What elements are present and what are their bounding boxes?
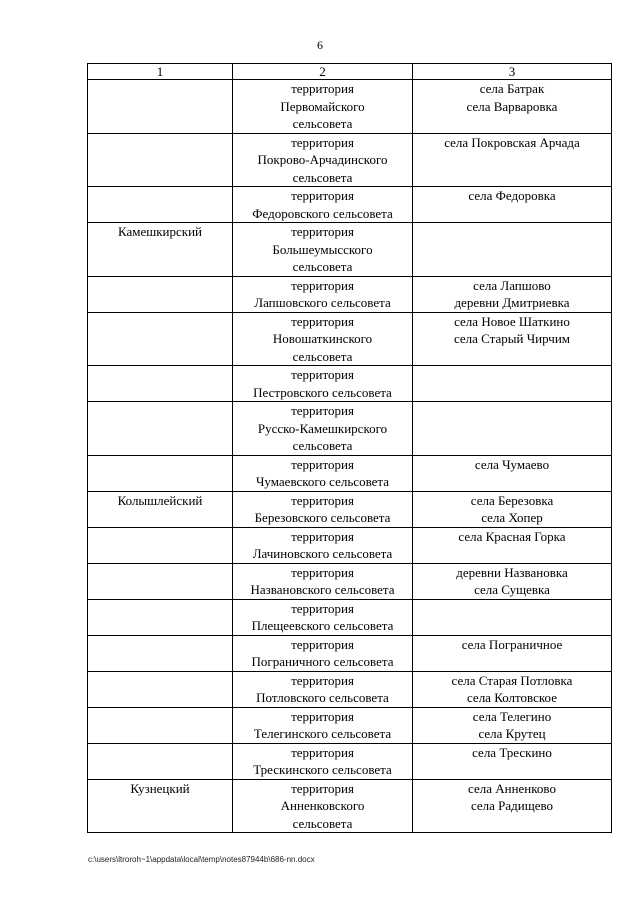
territory-line: Трескинского сельсовета [253, 762, 392, 777]
page-number: 6 [317, 38, 323, 52]
settlements-cell [413, 563, 612, 599]
territory-cell [233, 187, 413, 223]
district-cell [88, 527, 233, 563]
settlement-line: села Красная Горка [458, 528, 566, 544]
territory-line: Пестровского сельсовета [253, 384, 392, 400]
settlements-cell [413, 599, 612, 635]
territory-line: территория [291, 134, 354, 150]
settlement-line: села Новое Шаткино [454, 313, 570, 329]
territory-line: территория [291, 188, 354, 203]
district-cell [88, 133, 233, 187]
column-header-3: 3 [413, 64, 612, 80]
territory-line: территория [291, 780, 354, 796]
settlements-cell [413, 491, 612, 527]
settlement-line: села Радищево [470, 798, 554, 813]
table-row [88, 707, 612, 743]
file-path-footer: c:\users\ltroroh~1\appdata\local\temp\notes87944b\686-nn.docx [88, 855, 315, 864]
territory-cell [233, 491, 413, 527]
territory-line: сельсовета [292, 348, 353, 364]
territory-cell [233, 707, 413, 743]
territory-cell [233, 671, 413, 707]
table-row [88, 312, 612, 366]
settlement-line: села Варваровка [466, 98, 558, 114]
territory-cell [233, 366, 413, 402]
territory-line: территория [291, 456, 354, 472]
territory-line: сельсовета [292, 438, 353, 453]
territory-line: территория [291, 564, 354, 580]
table-row [88, 743, 612, 779]
district-cell [88, 187, 233, 223]
district-cell: Кузнецкий [88, 779, 233, 833]
territory-line: территория [291, 708, 354, 724]
table-row [88, 133, 612, 187]
territory-cell [233, 276, 413, 312]
table-row [88, 635, 612, 671]
table-row [88, 276, 612, 312]
territory-line: территория [291, 403, 354, 418]
settlements-cell [413, 743, 612, 779]
settlements-cell [413, 635, 612, 671]
district-cell: Камешкирский [88, 223, 233, 277]
settlement-line: села Березовка [470, 492, 554, 508]
territory-cell [233, 635, 413, 671]
table-row [88, 779, 612, 833]
settlement-line: села Старая Потловка [451, 672, 573, 688]
table-row [88, 402, 612, 456]
settlement-line: села Телегино [472, 708, 552, 724]
territory-line: Первомайского [280, 98, 365, 114]
district-cell [88, 671, 233, 707]
territory-line: Федоровского сельсовета [252, 205, 393, 221]
settlements-cell [413, 366, 612, 402]
settlement-line: села Старый Чирчим [453, 331, 571, 346]
territory-line: сельсовета [292, 169, 353, 185]
settlements-cell [413, 455, 612, 491]
settlements-cell [413, 779, 612, 833]
table-header-row [88, 64, 612, 80]
district-cell [88, 635, 233, 671]
territory-line: территория [291, 224, 354, 239]
territory-line: Плещеевского сельсовета [251, 618, 394, 633]
territory-line: Пограничного сельсовета [251, 654, 394, 669]
territory-line: Анненковского [280, 798, 365, 813]
table-row [88, 187, 612, 223]
territory-line: территория [291, 636, 354, 652]
territory-line: территория [291, 672, 354, 688]
settlement-line: села Трескино [472, 744, 552, 760]
territory-line: территория [291, 367, 354, 382]
territory-line: Телегинского сельсовета [253, 726, 392, 741]
settlements-cell [413, 223, 612, 277]
settlement-line: села Крутец [478, 726, 546, 741]
settlement-line: села Анненково [468, 780, 556, 796]
territory-line: Лачиновского сельсовета [252, 546, 393, 561]
territory-line: сельсовета [292, 815, 353, 831]
territory-line: территория [291, 277, 354, 293]
settlement-line: села Лапшово [473, 277, 551, 293]
settlements-cell [413, 276, 612, 312]
district-cell [88, 743, 233, 779]
table-row [88, 366, 612, 402]
district-cell: Колышлейский [88, 491, 233, 527]
settlement-line: села Федоровка [468, 188, 556, 203]
territory-line: сельсовета [292, 259, 353, 274]
territory-line: территория [291, 528, 354, 544]
settlements-cell [413, 527, 612, 563]
column-header-2: 2 [233, 64, 413, 80]
settlements-cell [413, 671, 612, 707]
territory-cell [233, 80, 413, 134]
district-cell [88, 366, 233, 402]
territory-cell [233, 527, 413, 563]
territory-cell [233, 563, 413, 599]
territory-cell [233, 455, 413, 491]
territory-cell [233, 402, 413, 456]
territory-line: Названовского сельсовета [250, 582, 395, 597]
district-cell [88, 402, 233, 456]
settlement-line: села Чумаево [474, 456, 550, 472]
settlement-line: села Пограничное [461, 636, 563, 652]
table-row [88, 223, 612, 277]
table-row [88, 671, 612, 707]
column-header-1: 1 [88, 64, 233, 80]
territory-line: Березовского сельсовета [254, 510, 391, 525]
district-cell [88, 563, 233, 599]
settlement-line: села Колтовское [467, 690, 557, 705]
territory-line: территория [291, 492, 354, 508]
settlement-line: села Сущевка [474, 582, 550, 597]
district-cell [88, 312, 233, 366]
territory-line: территория [291, 744, 354, 760]
settlements-cell [413, 707, 612, 743]
territory-line: территория [291, 600, 354, 616]
settlements-cell [413, 80, 612, 134]
table-row [88, 599, 612, 635]
territory-line: территория [291, 313, 354, 329]
table-row [88, 527, 612, 563]
table-row [88, 80, 612, 134]
district-cell [88, 599, 233, 635]
territory-line: Покрово-Арчадинского [257, 152, 388, 167]
settlement-line: деревни Дмитриевка [454, 295, 570, 310]
settlements-table [87, 63, 612, 833]
table-body [88, 80, 612, 833]
territory-line: Большеумысского [272, 241, 373, 257]
settlement-line: деревни Названовка [456, 564, 568, 580]
table-row [88, 455, 612, 491]
territory-line: Новошаткинского [272, 331, 373, 346]
territory-cell [233, 133, 413, 187]
territory-cell [233, 743, 413, 779]
settlement-line: села Батрак [479, 81, 545, 96]
settlements-cell [413, 402, 612, 456]
territory-cell [233, 223, 413, 277]
table-row [88, 491, 612, 527]
territory-cell [233, 779, 413, 833]
territory-line: территория [291, 81, 354, 96]
territory-cell [233, 599, 413, 635]
district-cell [88, 707, 233, 743]
settlements-cell [413, 312, 612, 366]
district-cell [88, 80, 233, 134]
district-cell [88, 455, 233, 491]
territory-line: Чумаевского сельсовета [255, 474, 390, 489]
territory-line: Потловского сельсовета [256, 690, 389, 705]
settlements-cell [413, 133, 612, 187]
settlements-cell [413, 187, 612, 223]
territory-line: Русско-Камешкирского [257, 420, 388, 436]
territory-line: Лапшовского сельсовета [254, 295, 391, 310]
table-row [88, 563, 612, 599]
settlement-line: села Покровская Арчада [444, 134, 580, 150]
settlement-line: села Хопер [481, 510, 543, 525]
district-cell [88, 276, 233, 312]
territory-line: сельсовета [292, 116, 353, 131]
territory-cell [233, 312, 413, 366]
